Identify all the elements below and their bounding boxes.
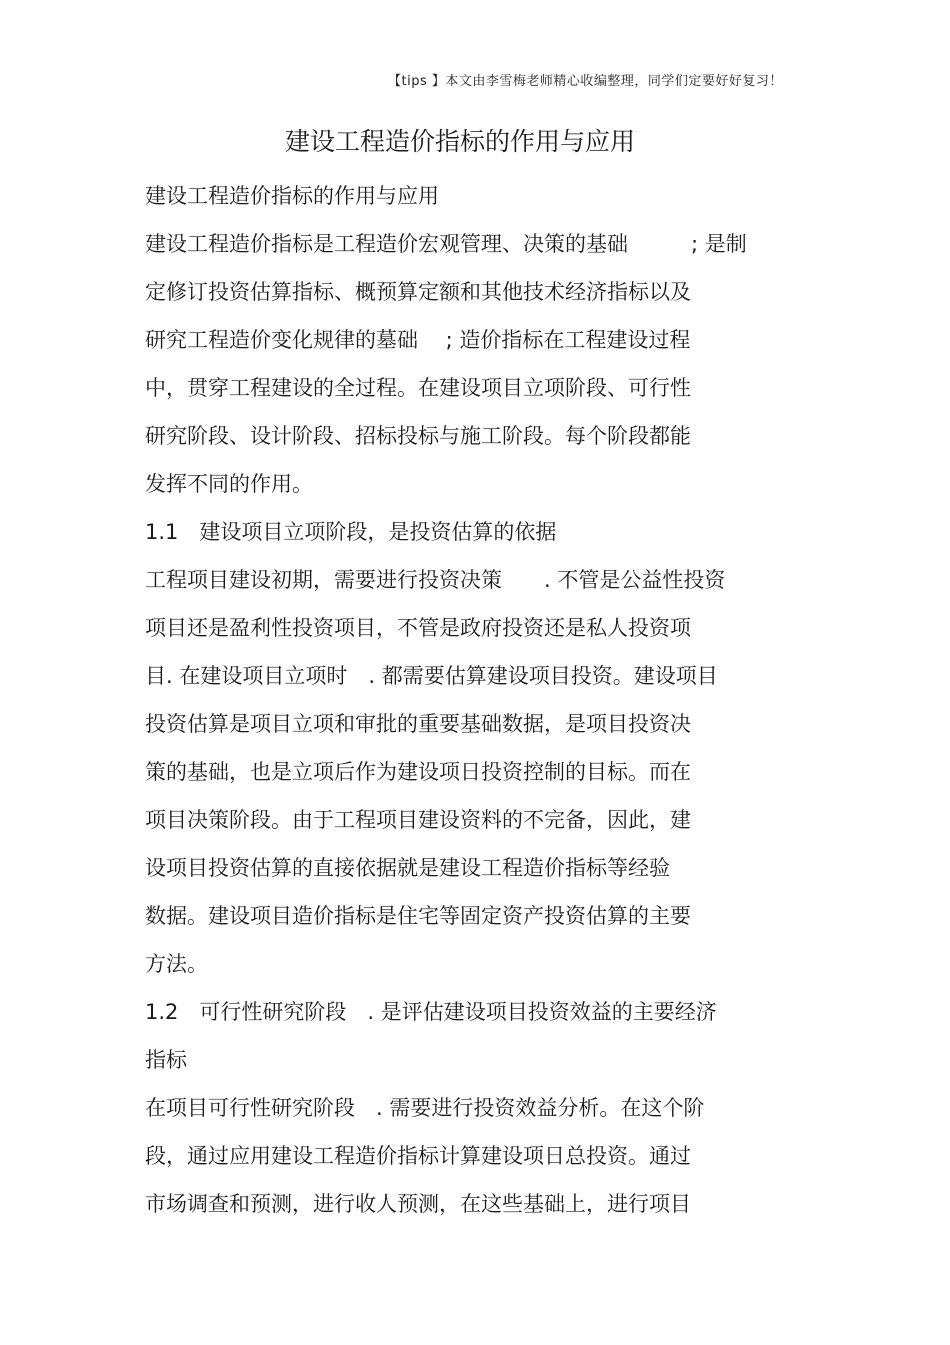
text-line: 目. 在建设项目立项时 . 都需要估算建设项目投资。建设项目 bbox=[145, 664, 718, 688]
text-line: 设项目投资估算的直接依据就是建设工程造价指标等经验 bbox=[145, 856, 670, 880]
text-line: 项目决策阶段。由于工程项目建设资料的不完备，因此，建 bbox=[145, 808, 691, 832]
text-line: 段，通过应用建设工程造价指标计算建设项日总投资。通过 bbox=[145, 1144, 691, 1168]
text-line: 方法。 bbox=[145, 952, 208, 976]
section-heading: 1.2 可行性研究阶段 . 是评估建设项目投资效益的主要经济 bbox=[145, 1000, 717, 1024]
text-line: 指标 bbox=[145, 1048, 187, 1072]
text-line: 研究工程造价变化规律的墓础 ; 造价指标在工程建设过程 bbox=[145, 328, 691, 352]
document-title: 建设工程造价指标的作用与应用 bbox=[284, 127, 635, 156]
subtitle-line: 建设工程造价指标的作用与应用 bbox=[145, 184, 439, 208]
text-line: 中，贯穿工程建设的全过程。在建设项目立项阶段、可行性 bbox=[145, 376, 691, 400]
text-line: 工程项目建设初期，需要进行投资决策 . 不管是公益性投资 bbox=[145, 568, 726, 592]
text-line: 市场调查和预测，进行收人预测，在这些基础上，进行项目 bbox=[145, 1192, 691, 1216]
text-line: 在项目可行性研究阶段 . 需要进行投资效益分析。在这个阶 bbox=[145, 1096, 705, 1120]
text-line: 研究阶段、设计阶段、招标投标与施工阶段。每个阶段都能 bbox=[145, 424, 691, 448]
text-line: 发挥不同的作用。 bbox=[145, 472, 313, 496]
text-line: 项目还是盈利性投资项目，不管是政府投资还是私人投资项 bbox=[145, 616, 691, 640]
text-line: 数据。建设项目造价指标是住宅等固定资产投资估算的主要 bbox=[145, 904, 691, 928]
section-heading: 1.1 建设项目立项阶段，是投资估算的依据 bbox=[145, 520, 557, 544]
text-line: 定修订投资估算指标、概预算定额和其他技术经济指标以及 bbox=[145, 280, 691, 304]
text-line: 投资估算是项目立项和审批的重要基础数据，是项目投资决 bbox=[145, 712, 691, 736]
text-line: 策的基础，也是立项后作为建设项日投资控制的目标。而在 bbox=[145, 760, 691, 784]
text-line: 建设工程造价指标是工程造价宏观管理、决策的基础 ; 是制 bbox=[145, 232, 747, 256]
tips-header: 【tips 】本文由李雪梅老师精心收编整理，同学们定要好好复习！ bbox=[388, 74, 783, 89]
